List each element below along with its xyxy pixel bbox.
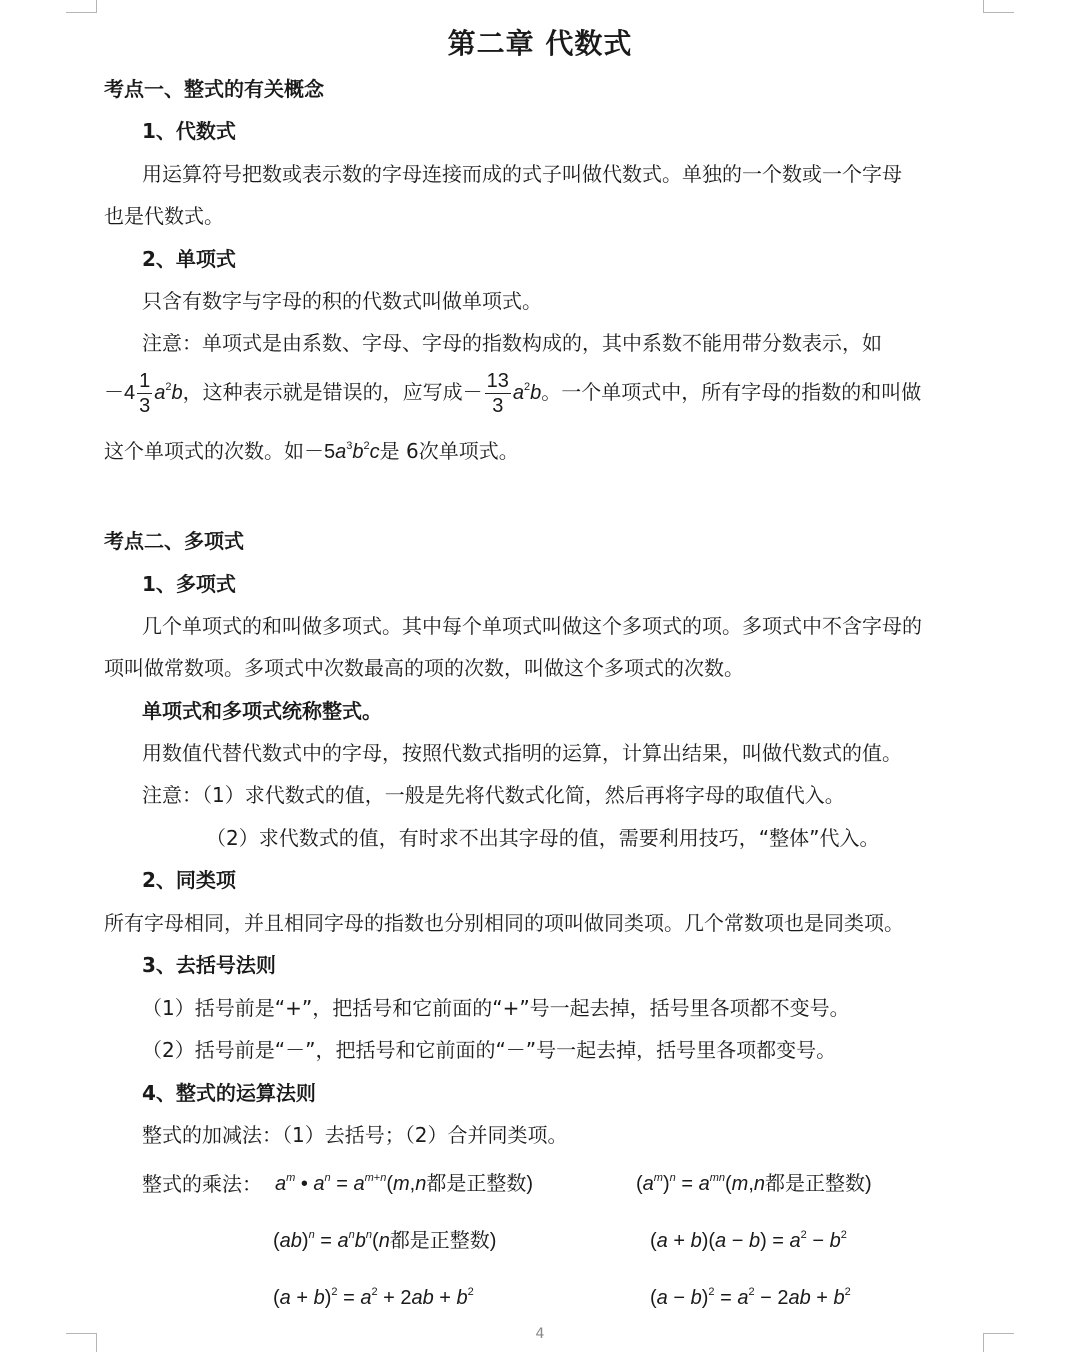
paragraph: 只含有数字与字母的积的代数式叫做单项式。 <box>142 289 542 313</box>
math-fraction <box>137 369 152 418</box>
sub-heading-polynomial: 1、多项式 <box>142 572 236 596</box>
formula-square-of-difference: $(a - b)^2 = a^2 - 2ab + b^2$ <box>650 1286 851 1309</box>
sub-heading-operation-rules: 4、整式的运算法则 <box>142 1081 316 1105</box>
math-variable: c <box>369 441 380 463</box>
math-coefficient: －5 <box>304 441 336 463</box>
rule-item: （1）括号前是“+”，把括号和它前面的“+”号一起去掉，括号里各项都不变号。 <box>142 996 850 1020</box>
paragraph: 整式的加减法：（1）去括号；（2）合并同类项。 <box>142 1123 568 1147</box>
sub-heading-parentheses-rule: 3、去括号法则 <box>142 953 276 977</box>
section1-heading: 考点一、整式的有关概念 <box>104 77 324 101</box>
math-fraction <box>485 369 511 418</box>
paragraph: 几个单项式的和叫做多项式。其中每个单项式叫做这个多项式的项。多项式中不含字母的 <box>142 614 922 638</box>
math-variable: b <box>352 441 364 463</box>
fraction-numerator: 13 <box>486 370 509 392</box>
sub-heading-monomial: 2、单项式 <box>142 247 236 271</box>
formula-power-of-power: $(a^m)^n = a^{mn}(m,n$都是正整数) <box>636 1172 872 1195</box>
multiplication-label: 整式的乘法： <box>142 1172 262 1196</box>
math-variable: a <box>512 382 524 404</box>
math-exponent: 2 <box>363 440 370 452</box>
note-paragraph: 注意：（1）求代数式的值，一般是先将代数式化简，然后再将字母的取值代入。 <box>142 783 845 807</box>
degree-example-line <box>104 437 519 469</box>
math-exponent: 2 <box>165 381 172 393</box>
paragraph: 也是代数式。 <box>104 204 224 228</box>
text-fragment: 是 6次单项式。 <box>379 439 519 463</box>
note-paragraph: 注意：单项式是由系数、字母、字母的指数构成的，其中系数不能用带分数表示，如 <box>142 331 882 355</box>
math-variable: b <box>171 382 183 404</box>
formula-power-of-product: $(ab)^n = a^nb^n(n$都是正整数) <box>273 1229 497 1252</box>
paragraph: 所有字母相同，并且相同字母的指数也分别相同的项叫做同类项。几个常数项也是同类项。 <box>104 911 904 935</box>
paragraph: 用运算符号把数或表示数的字母连接而成的式子叫做代数式。单独的一个数或一个字母 <box>142 162 902 186</box>
math-exponent: 2 <box>524 381 531 393</box>
paragraph: 项叫做常数项。多项式中次数最高的项的次数，叫做这个多项式的次数。 <box>104 656 744 680</box>
fraction-denominator: 3 <box>492 395 504 417</box>
math-exponent: 3 <box>346 440 353 452</box>
sub-heading-algebraic-expression: 1、代数式 <box>142 119 236 143</box>
math-coefficient: －4 <box>104 382 136 404</box>
crop-mark-top-right <box>983 0 1014 13</box>
note-paragraph: （2）求代数式的值，有时求不出其字母的值，需要利用技巧，“整体”代入。 <box>206 826 880 850</box>
bold-statement: 单项式和多项式统称整式。 <box>142 699 382 723</box>
paragraph: 用数值代替代数式中的字母，按照代数式指明的运算，计算出结果，叫做代数式的值。 <box>142 741 902 765</box>
rule-item: （2）括号前是“－”，把括号和它前面的“－”号一起去掉，括号里各项都变号。 <box>142 1038 837 1062</box>
crop-mark-top-left <box>66 0 97 13</box>
text-fragment: 这个单项式的次数。如 <box>104 439 304 463</box>
fraction-denominator: 3 <box>139 395 151 417</box>
text-fragment: 。一个单项式中，所有字母的指数的和叫做 <box>541 380 922 404</box>
text-fragment: ，这种表示就是错误的，应写成－ <box>182 380 483 404</box>
sub-heading-like-terms: 2、同类项 <box>142 868 236 892</box>
formula-difference-of-squares: $(a + b)(a - b) = a^2 - b^2$ <box>650 1229 847 1252</box>
page-number: 4 <box>535 1326 545 1342</box>
formula-square-of-sum: $(a + b)^2 = a^2 + 2ab + b^2$ <box>273 1286 474 1309</box>
fraction-numerator: 1 <box>139 370 151 392</box>
math-variable: a <box>154 382 166 404</box>
monomial-example-line <box>104 366 921 422</box>
math-variable: a <box>335 441 347 463</box>
math-variable: b <box>530 382 542 404</box>
formula-product-of-powers: $a^m$ • $a^n = a^{m+n}(m,n$都是正整数) <box>275 1172 534 1195</box>
section2-heading: 考点二、多项式 <box>104 529 244 553</box>
chapter-title: 第二章 代数式 <box>447 27 633 60</box>
